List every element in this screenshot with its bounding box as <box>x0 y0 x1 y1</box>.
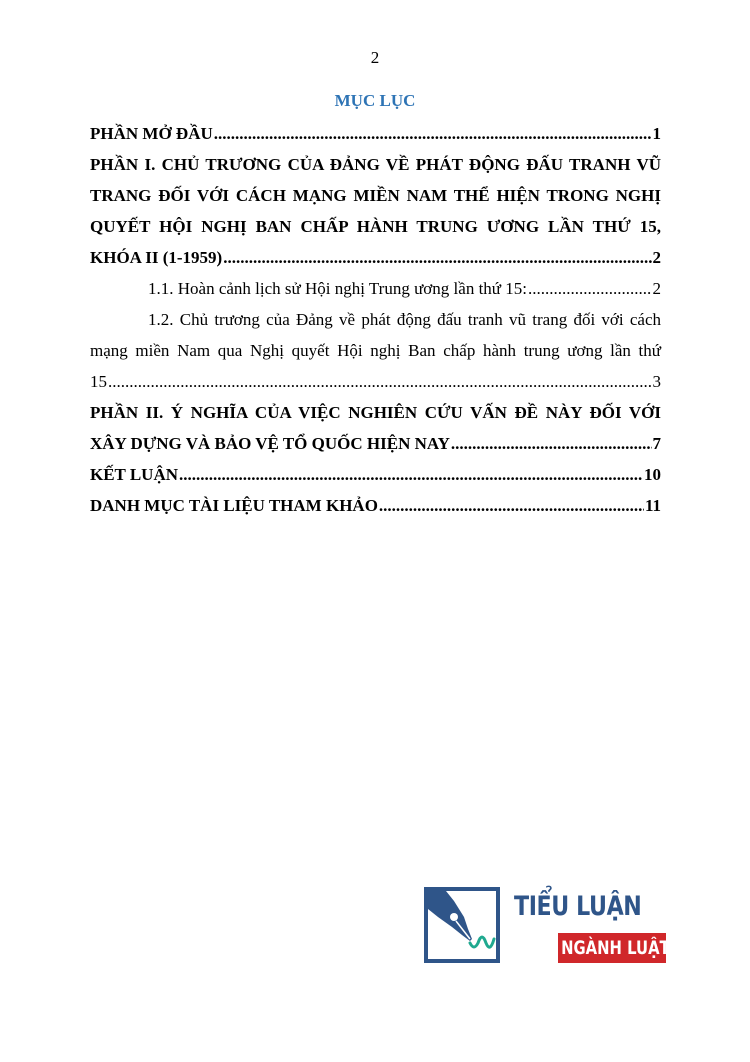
toc-entry-references[interactable] <box>90 490 661 521</box>
toc-entry-label: 15 <box>90 372 107 391</box>
toc-entry-label: KHÓA II (1-1959) <box>90 248 223 267</box>
toc-leader-dots <box>451 428 652 459</box>
toc-entry-label: DANH MỤC TÀI LIỆU THAM KHẢO <box>90 496 378 515</box>
toc-page-number: 3 <box>652 372 661 391</box>
toc-entry-line: 1.2. Chủ trương của Đảng về phát động đấu tranh vũ trang đối với cách <box>148 310 661 329</box>
toc-leader-dots <box>528 273 652 304</box>
toc-entry-1-2[interactable] <box>90 304 661 397</box>
toc-entry-line: TRANG ĐỐI VỚI CÁCH MẠNG MIỀN NAM THỂ HIỆN TRONG NGHỊ <box>90 186 661 205</box>
toc-page-number: 7 <box>652 434 661 453</box>
toc-page-number: 1 <box>652 124 661 143</box>
logo-title: TIỂU LUẬN <box>514 891 642 922</box>
toc-entry-introduction[interactable] <box>90 118 661 149</box>
toc-leader-dots <box>179 459 643 490</box>
toc-leader-dots <box>108 366 652 397</box>
toc-entry-line: PHẦN I. CHỦ TRƯƠNG CỦA ĐẢNG VỀ PHÁT ĐỘNG ĐẤU TRANH VŨ <box>90 155 661 174</box>
toc-entry-line: QUYẾT HỘI NGHỊ BAN CHẤP HÀNH TRUNG ƯƠNG LẦN THỨ 15, <box>90 217 661 236</box>
fountain-pen-icon <box>424 887 500 963</box>
toc-entry-line: PHẦN II. Ý NGHĨA CỦA VIỆC NGHIÊN CỨU VẤN ĐỀ NÀY ĐỐI VỚI <box>90 403 661 422</box>
page-number: 2 <box>370 48 380 67</box>
toc-entry-line: mạng miền Nam qua Nghị quyết Hội nghị Ban chấp hành trung ương lần thứ <box>90 341 661 360</box>
brand-logo <box>424 887 669 967</box>
toc-leader-dots <box>379 490 644 521</box>
toc-entry-label: KẾT LUẬN <box>90 465 179 484</box>
toc-leader-dots <box>214 118 652 149</box>
toc-entry-conclusion[interactable] <box>90 459 661 490</box>
toc-entry-part-1[interactable] <box>90 149 661 273</box>
toc-title: MỤC LỤC <box>334 91 416 110</box>
logo-subtitle: NGÀNH LUẬT <box>561 937 670 959</box>
toc-leader-dots <box>223 242 651 273</box>
toc-page-number: 10 <box>644 465 661 484</box>
table-of-contents <box>90 118 661 521</box>
logo-subtitle-badge <box>558 933 670 963</box>
toc-page-number: 2 <box>652 248 661 267</box>
toc-page-number: 11 <box>644 496 661 515</box>
toc-entry-1-1[interactable] <box>90 273 661 304</box>
toc-entry-label: XÂY DỰNG VÀ BẢO VỆ TỔ QUỐC HIỆN NAY <box>90 434 450 453</box>
toc-entry-label: 1.1. Hoàn cảnh lịch sử Hội nghị Trung ương lần thứ 15: <box>148 279 527 298</box>
toc-entry-label: PHẦN MỞ ĐẦU <box>90 124 213 143</box>
toc-entry-part-2[interactable] <box>90 397 661 459</box>
toc-page-number: 2 <box>652 279 661 298</box>
